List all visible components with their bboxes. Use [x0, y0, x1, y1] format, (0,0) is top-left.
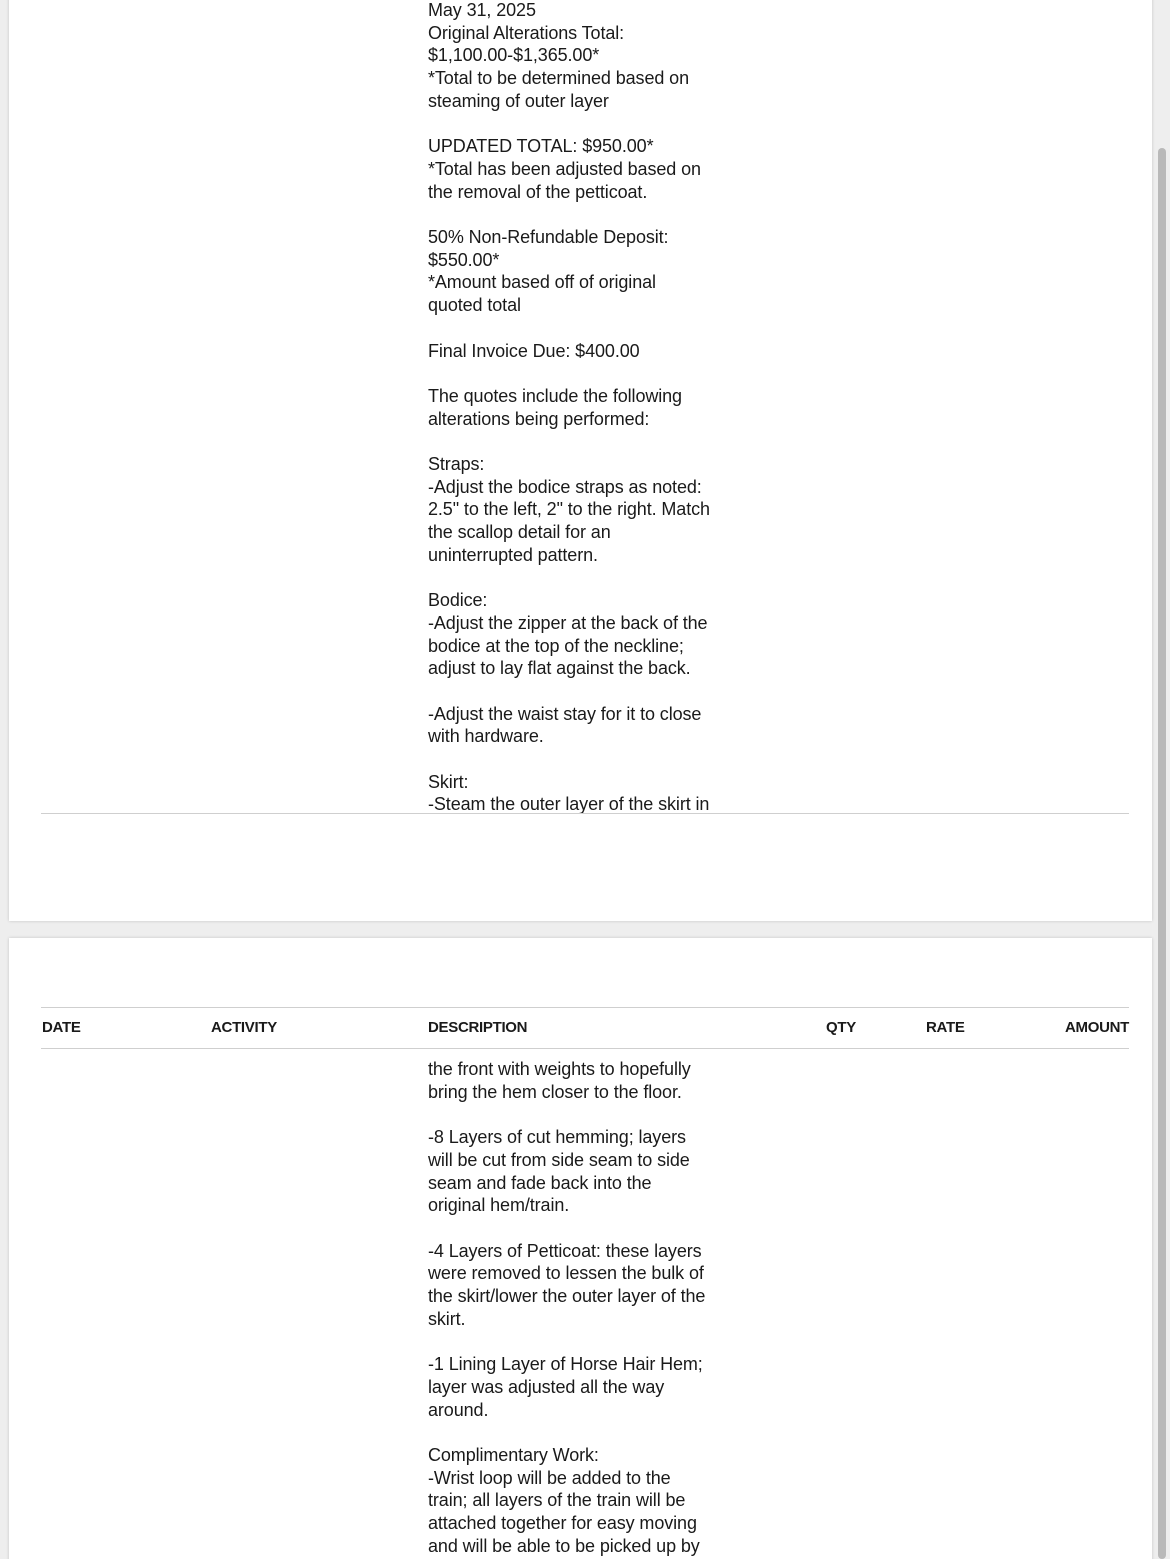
column-header-date: DATE: [42, 1019, 81, 1036]
date-and-original-total: May 31, 2025 Original Alterations Total: $1,100.00-$1,365.00* *Total to be determined based on steaming of outer layer: [428, 0, 689, 111]
skirt-section: Skirt: -Steam the outer layer of the skirt in: [428, 771, 710, 815]
petticoat-note: -4 Layers of Petticoat: these layers were removed to lessen the bulk of the skirt/lower the outer layer of the skirt.: [428, 1240, 706, 1329]
deposit-note: 50% Non-Refundable Deposit: $550.00* *Amount based off of original quoted total: [428, 227, 669, 316]
scrollbar-thumb[interactable]: [1158, 148, 1166, 1559]
table-header-row: [41, 1007, 1129, 1049]
vertical-scrollbar[interactable]: [1154, 0, 1170, 1559]
column-header-amount: AMOUNT: [1064, 1019, 1129, 1036]
complimentary-work-section: Complimentary Work: -Wrist loop will be added to the train; all layers of the train will be attached together for easy moving and will be able to be picked up by: [428, 1444, 700, 1556]
bodice-section: Bodice: -Adjust the zipper at the back of the bodice at the top of the neckline; adjust to lay flat against the back.: [428, 590, 708, 679]
description-text-block: [428, 1058, 748, 1559]
column-header-qty: QTY: [826, 1019, 856, 1036]
straps-section: Straps: -Adjust the bodice straps as noted: 2.5" to the left, 2" to the right. Match the scallop detail for an uninterrupted pattern.: [428, 453, 710, 565]
alterations-intro: The quotes include the following alterations being performed:: [428, 385, 682, 429]
column-header-description: DESCRIPTION: [428, 1019, 528, 1036]
skirt-steam-continued: the front with weights to hopefully bring the hem closer to the floor.: [428, 1059, 691, 1102]
column-header-activity: ACTIVITY: [211, 1019, 277, 1036]
horse-hair-hem-note: -1 Lining Layer of Horse Hair Hem; layer was adjusted all the way around.: [428, 1354, 703, 1420]
waist-stay-note: -Adjust the waist stay for it to close with hardware.: [428, 703, 702, 747]
final-invoice-due: Final Invoice Due: $400.00: [428, 340, 640, 361]
page-footer-divider: [41, 813, 1129, 814]
invoice-page-1: [9, 0, 1152, 921]
description-text-block: [428, 0, 748, 839]
cut-hemming-note: -8 Layers of cut hemming; layers will be cut from side seam to side seam and fade back into the original hem/train.: [428, 1127, 690, 1216]
column-header-rate: RATE: [926, 1019, 965, 1036]
invoice-page-2: [9, 938, 1152, 1559]
updated-total: UPDATED TOTAL: $950.00* *Total has been adjusted based on the removal of the petticoat.: [428, 136, 701, 202]
